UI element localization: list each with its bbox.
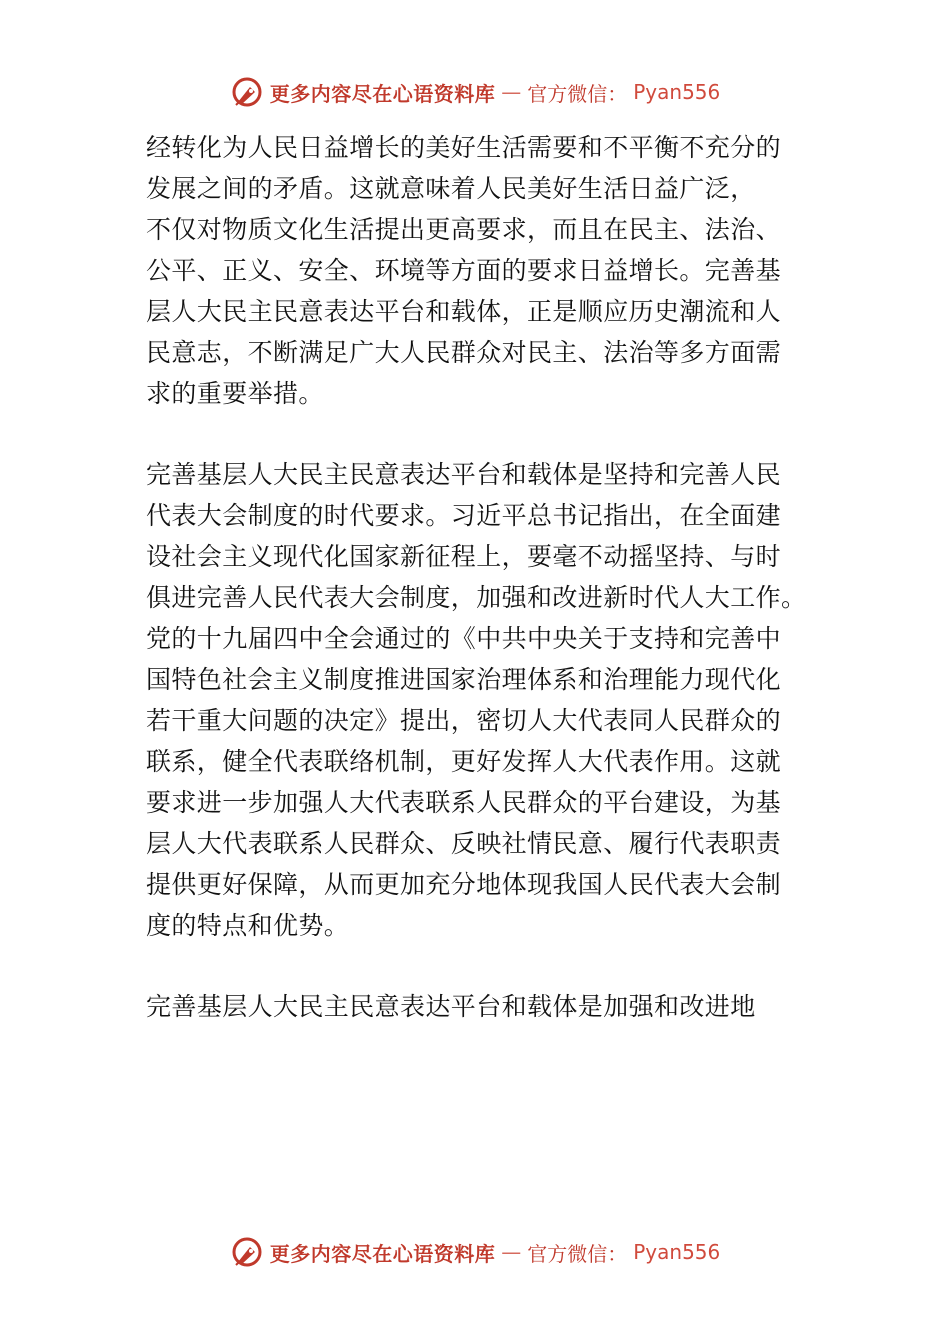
text-line: 联系，健全代表联络机制，更好发挥人大代表作用。这就	[146, 747, 782, 776]
banner-wechat-label: 官方微信：	[527, 81, 628, 106]
paragraph-spacer	[146, 414, 836, 454]
text-line: 公平、正义、安全、环境等方面的要求日益增长。完善基	[146, 256, 782, 285]
text-line: 完善基层人大民主民意表达平台和载体是加强和改进地	[146, 992, 756, 1021]
paragraph-3	[146, 986, 836, 1027]
text-line: 设社会主义现代化国家新征程上，要毫不动摇坚持、与时	[146, 542, 782, 571]
banner-wechat-id: Pyan556	[633, 1240, 721, 1264]
text-line: 若干重大问题的决定》提出，密切人大代表同人民群众的	[146, 706, 782, 735]
text-line: 发展之间的矛盾。这就意味着人民美好生活日益广泛，	[146, 174, 756, 203]
document-body	[146, 127, 836, 1027]
text-line: 俱进完善人民代表大会制度，加强和改进新时代人大工作。	[146, 583, 807, 612]
footer-banner	[0, 1230, 950, 1274]
text-line: 民意志，不断满足广大人民群众对民主、法治等多方面需	[146, 338, 782, 367]
paragraph-2	[146, 454, 836, 946]
text-line: 不仅对物质文化生活提出更高要求，而且在民主、法治、	[146, 215, 782, 244]
header-banner	[0, 70, 950, 114]
banner-wechat-label: 官方微信：	[527, 1241, 628, 1266]
text-line: 提供更好保障，从而更加充分地体现我国人民代表大会制	[146, 870, 782, 899]
pen-nib-logo-icon	[230, 1235, 264, 1269]
banner-brand-text: 更多内容尽在心语资料库	[269, 1241, 496, 1266]
text-line: 代表大会制度的时代要求。习近平总书记指出，在全面建	[146, 501, 782, 530]
paragraph-spacer	[146, 946, 836, 986]
text-line: 度的特点和优势。	[146, 911, 350, 940]
text-line: 层人大代表联系人民群众、反映社情民意、履行代表职责	[146, 829, 782, 858]
text-line: 求的重要举措。	[146, 379, 324, 408]
banner-dash: —	[501, 80, 522, 104]
paragraph-1	[146, 127, 836, 414]
text-line: 国特色社会主义制度推进国家治理体系和治理能力现代化	[146, 665, 782, 694]
text-line: 层人大民主民意表达平台和载体，正是顺应历史潮流和人	[146, 297, 782, 326]
text-line: 经转化为人民日益增长的美好生活需要和不平衡不充分的	[146, 133, 782, 162]
text-line: 党的十九届四中全会通过的《中共中央关于支持和完善中	[146, 624, 782, 653]
banner-wechat-id: Pyan556	[633, 80, 721, 104]
banner-dash: —	[501, 1240, 522, 1264]
banner-brand-text: 更多内容尽在心语资料库	[269, 81, 496, 106]
pen-nib-logo-icon	[230, 75, 264, 109]
text-line: 完善基层人大民主民意表达平台和载体是坚持和完善人民	[146, 460, 782, 489]
text-line: 要求进一步加强人大代表联系人民群众的平台建设，为基	[146, 788, 782, 817]
